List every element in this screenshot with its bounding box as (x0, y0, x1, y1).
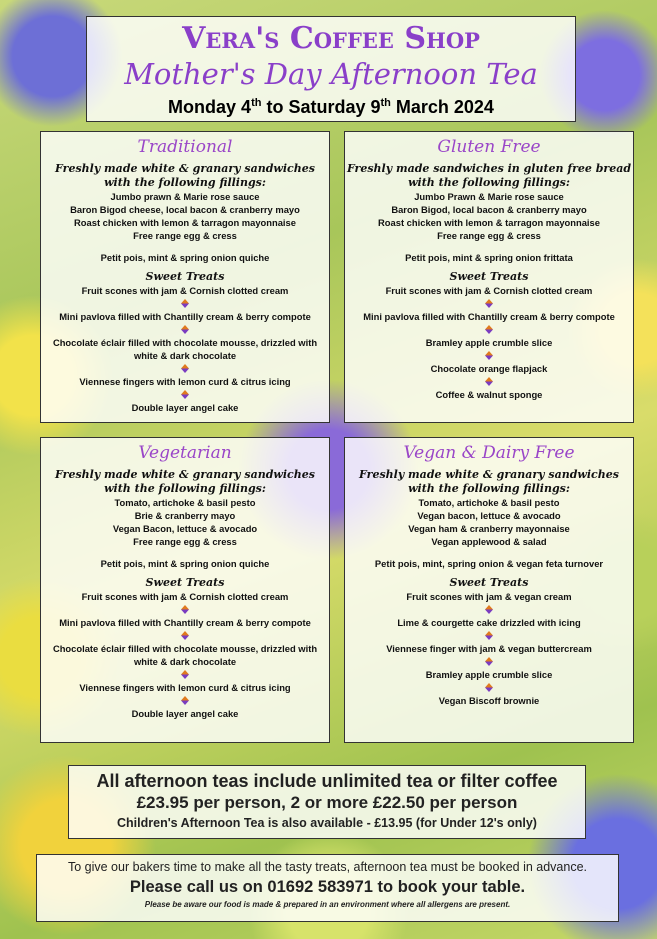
filling-item: Free range egg & cress (133, 536, 237, 547)
shop-name: Vera's Coffee Shop (182, 21, 480, 56)
filling-item: Tomato, artichoke & basil pesto (418, 497, 560, 508)
separator-icon (181, 605, 189, 614)
menu-title: Traditional (137, 137, 233, 157)
treat-item: Mini pavlova filled with Chantilly cream & berry compote (59, 617, 311, 628)
pricing-prices: £23.95 per person, 2 or more £22.50 per person (136, 793, 518, 812)
treat-item: Fruit scones with jam & Cornish clotted cream (81, 591, 289, 602)
menu-intro: with the following fillings: (104, 482, 266, 495)
menu-intro: Freshly made white & granary sandwiches (359, 468, 619, 481)
filling-item: Jumbo Prawn & Marie rose sauce (414, 191, 564, 202)
booking-panel (36, 854, 619, 922)
treat-item: Bramley apple crumble slice (425, 669, 553, 680)
filling-item: Free range egg & cress (437, 230, 541, 241)
treat-item: Double layer angel cake (131, 402, 239, 413)
separator-icon (181, 390, 189, 399)
filling-item: Jumbo prawn & Marie rose sauce (110, 191, 260, 202)
separator-icon (485, 683, 493, 692)
menu-intro: with the following fillings: (104, 176, 266, 189)
pricing-children: Children's Afternoon Tea is also available - £13.95 (for Under 12's only) (117, 816, 537, 830)
menu-intro: with the following fillings: (408, 176, 570, 189)
filling-item: Roast chicken with lemon & tarragon mayonnaise (378, 217, 600, 228)
separator-icon (181, 670, 189, 679)
separator-icon (181, 364, 189, 373)
treat-item: Fruit scones with jam & vegan cream (406, 591, 572, 602)
booking-notice: To give our bakers time to make all the tasty treats, afternoon tea must be booked in advance. (67, 860, 588, 874)
menu-intro: Freshly made white & granary sandwiches (55, 468, 315, 481)
event-title: Mother's Day Afternoon Tea (124, 57, 538, 91)
separator-icon (181, 325, 189, 334)
savoury-item: Petit pois, mint & spring onion frittata (405, 252, 573, 263)
filling-item: Baron Bigod, local bacon & cranberry mayo (391, 204, 587, 215)
treat-item: Chocolate orange flapjack (430, 363, 548, 374)
menu-vegetarian (40, 437, 330, 743)
treat-item: Vegan Biscoff brownie (438, 695, 540, 706)
separator-icon (181, 696, 189, 705)
filling-item: Baron Bigod cheese, local bacon & cranberry mayo (70, 204, 300, 215)
savoury-item: Petit pois, mint, spring onion & vegan feta turnover (374, 558, 604, 569)
allergen-notice: Please be aware our food is made & prepared in an environment where all allergens are present. (144, 900, 511, 909)
menu-intro: with the following fillings: (408, 482, 570, 495)
treat-item: Bramley apple crumble slice (425, 337, 553, 348)
filling-item: Vegan Bacon, lettuce & avocado (112, 523, 258, 534)
separator-icon (181, 631, 189, 640)
treat-item: Chocolate éclair filled with chocolate mousse, drizzled with white & dark chocolate (52, 643, 318, 667)
treat-item: Chocolate éclair filled with chocolate mousse, drizzled with white & dark chocolate (52, 337, 318, 361)
booking-phone: Please call us on 01692 583971 to book your table. (129, 878, 526, 896)
separator-icon (485, 605, 493, 614)
menu-title: Vegan & Dairy Free (403, 443, 575, 463)
savoury-item: Petit pois, mint & spring onion quiche (100, 558, 270, 569)
treat-item: Viennese finger with jam & vegan buttercream (386, 643, 592, 654)
filling-item: Roast chicken with lemon & tarragon mayonnaise (74, 217, 296, 228)
separator-icon (485, 657, 493, 666)
menu-title: Vegetarian (138, 443, 232, 463)
treat-item: Viennese fingers with lemon curd & citrus icing (79, 376, 291, 387)
treat-item: Double layer angel cake (131, 708, 239, 719)
treat-item: Mini pavlova filled with Chantilly cream & berry compote (363, 311, 615, 322)
separator-icon (485, 325, 493, 334)
filling-item: Vegan ham & cranberry mayonnaise (408, 523, 570, 534)
menu-traditional (40, 131, 330, 423)
treat-item: Coffee & walnut sponge (435, 389, 543, 400)
treat-item: Viennese fingers with lemon curd & citrus icing (79, 682, 291, 693)
sweet-treats-title: Sweet Treats (449, 270, 529, 283)
pricing-includes: All afternoon teas include unlimited tea or filter coffee (96, 771, 558, 791)
separator-icon (485, 351, 493, 360)
filling-item: Free range egg & cress (133, 230, 237, 241)
sweet-treats-title: Sweet Treats (145, 270, 225, 283)
treat-item: Lime & courgette cake drizzled with icing (397, 617, 581, 628)
separator-icon (485, 299, 493, 308)
savoury-item: Petit pois, mint & spring onion quiche (100, 252, 270, 263)
treat-item: Fruit scones with jam & Cornish clotted cream (385, 285, 593, 296)
menu-intro: Freshly made white & granary sandwiches (55, 162, 315, 175)
filling-item: Vegan applewood & salad (431, 536, 547, 547)
menu-title: Gluten Free (437, 137, 541, 157)
separator-icon (181, 299, 189, 308)
sweet-treats-title: Sweet Treats (145, 576, 225, 589)
separator-icon (485, 631, 493, 640)
treat-item: Mini pavlova filled with Chantilly cream & berry compote (59, 311, 311, 322)
event-dates: Monday 4th to Saturday 9th March 2024 (168, 97, 494, 117)
filling-item: Tomato, artichoke & basil pesto (114, 497, 256, 508)
sweet-treats-title: Sweet Treats (449, 576, 529, 589)
separator-icon (485, 377, 493, 386)
treat-item: Fruit scones with jam & Cornish clotted cream (81, 285, 289, 296)
menu-vegan (344, 437, 634, 743)
menu-gluten-free (344, 131, 634, 423)
title-panel (86, 16, 576, 122)
filling-item: Brie & cranberry mayo (134, 510, 236, 521)
menu-intro: Freshly made sandwiches in gluten free bread (346, 162, 632, 175)
filling-item: Vegan bacon, lettuce & avocado (417, 510, 561, 521)
pricing-panel (68, 765, 586, 839)
